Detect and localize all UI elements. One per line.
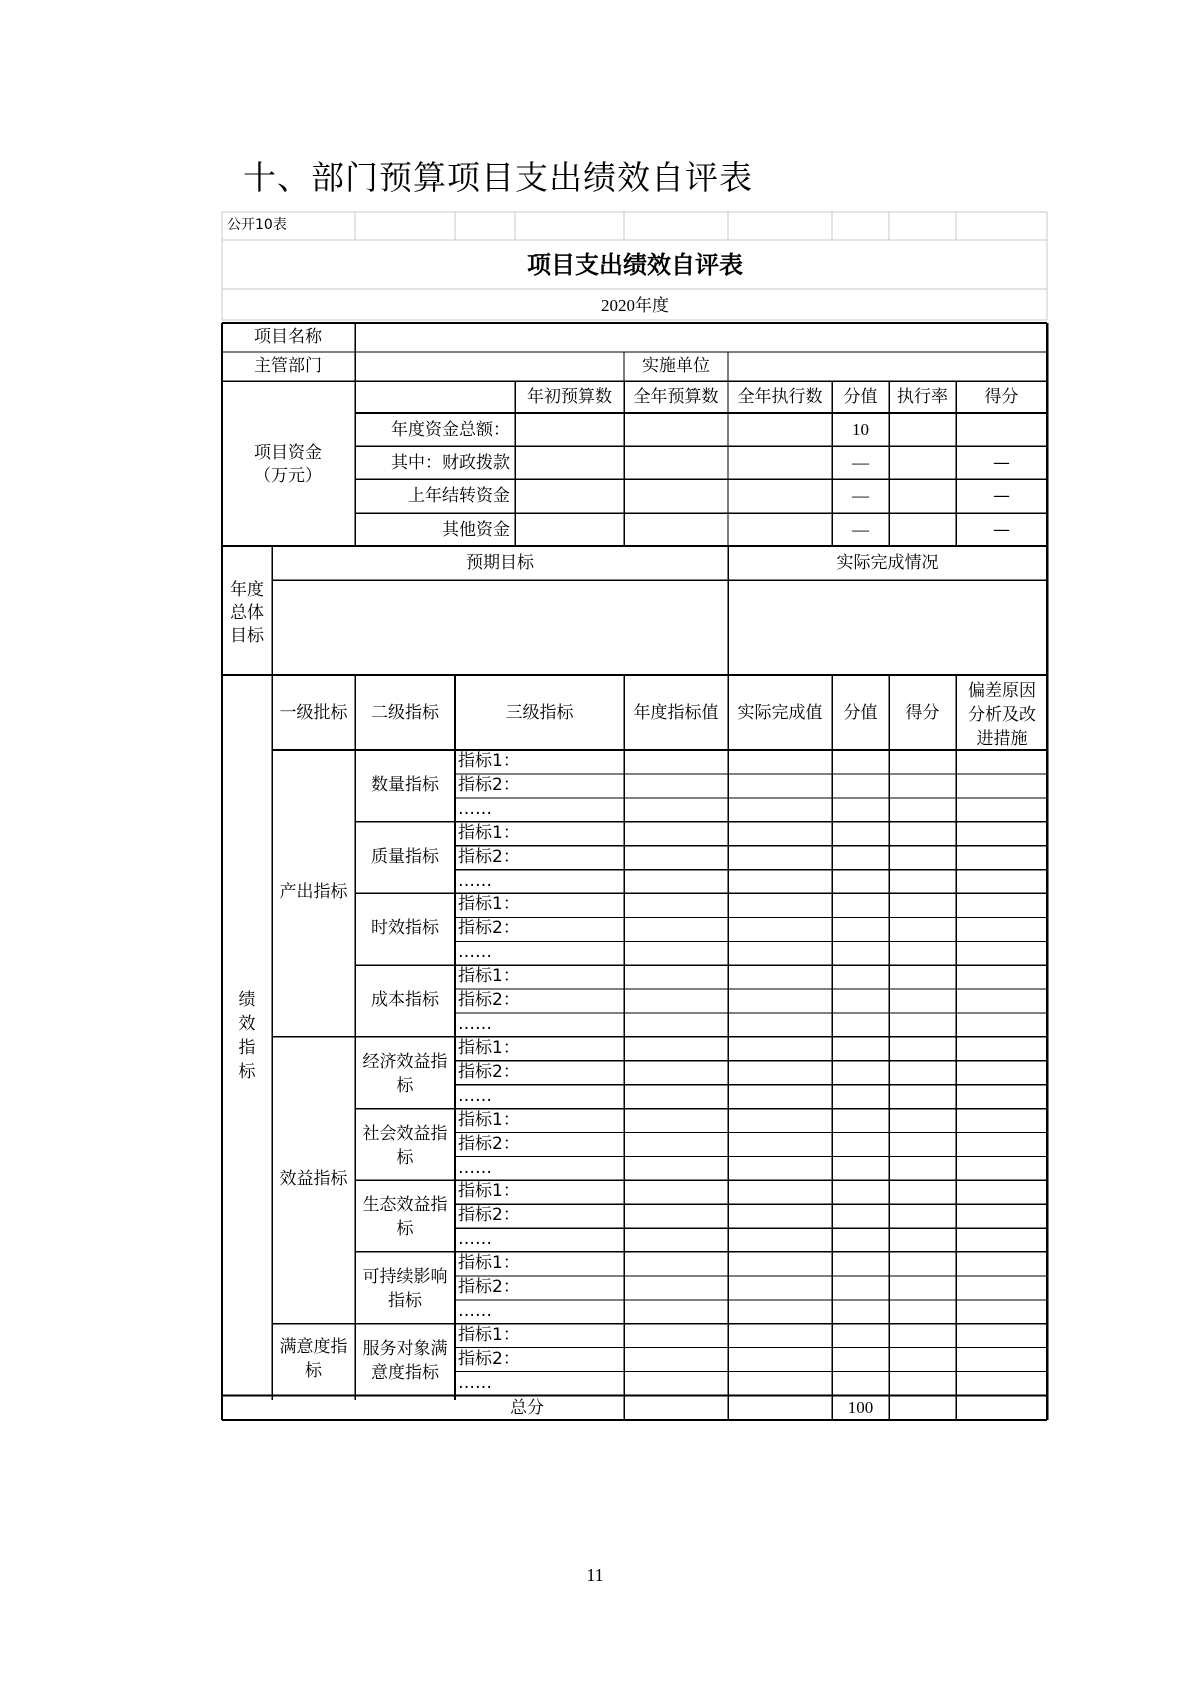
funds-row-label: 其中：财政拨款 [391,453,510,473]
funds-header: 得分 [984,387,1019,407]
funds-header: 分值 [843,387,878,407]
level3-item: 指标2： [458,1061,520,1082]
header-got: 得分 [905,703,940,723]
level3-item: 指标2： [458,1276,520,1297]
funds-row-score: — [852,453,869,472]
label-funds: 项目资金 [254,443,322,463]
level3-item: 指标2： [458,918,520,939]
level2-name: 社会效益指标 [362,1123,448,1168]
level3-item: …… [458,1085,492,1106]
page-number: 11 [586,1565,604,1585]
funds-row-result: — [993,453,1010,473]
level3-item: …… [458,1372,492,1393]
header-level3: 三级指标 [505,703,574,723]
level3-item: 指标1： [458,1109,520,1130]
label-performance: 指 [238,1038,256,1058]
level3-item: 指标1： [458,894,520,915]
level3-item: …… [458,1014,492,1035]
level2-name: 时效指标 [371,918,439,939]
label-impl-unit: 实施单位 [642,356,710,376]
funds-row-result: — [993,486,1010,506]
funds-row-score: — [852,486,869,505]
level3-item: 指标2： [458,990,520,1011]
header-annual: 年度指标值 [633,703,719,723]
label-expected-goal: 预期目标 [466,553,534,573]
level3-item: 指标1： [458,751,520,771]
label-project-name: 项目名称 [254,327,322,347]
level2-name: 数量指标 [371,775,439,795]
level3-item: 指标1： [458,1037,520,1058]
label-annual-goal: 目标 [230,626,264,646]
level1-name: 产出指标 [279,882,348,903]
table-number: 公开10表 [227,217,287,233]
header-deviation: 偏差原因分析及改进措施 [968,681,1036,749]
label-performance: 绩 [238,990,256,1010]
level3-item: 指标2： [458,846,520,867]
funds-header: 年初预算数 [527,387,612,407]
funds-header: 执行率 [897,387,948,407]
level3-item: 指标2： [458,775,520,795]
header-level1: 一级批标 [279,703,348,723]
level2-name: 生态效益指标 [362,1195,448,1240]
level1-name: 满意度指标 [279,1337,348,1382]
level2-name: 服务对象满意度指标 [362,1338,448,1383]
level3-item: 指标2： [458,1348,520,1369]
funds-row-label: 上年结转资金 [408,486,510,506]
label-performance: 标 [238,1062,256,1082]
level3-item: 指标1： [458,966,520,987]
funds-row-result: — [993,520,1010,540]
level3-item: …… [458,942,492,963]
label-total: 总分 [510,1398,544,1418]
level2-name: 可持续影响指标 [362,1266,448,1311]
header-actual: 实际完成值 [737,703,823,723]
level3-item: …… [458,1229,492,1250]
level3-item: …… [458,799,492,819]
level3-item: …… [458,870,492,891]
label-performance: 效 [238,1014,256,1034]
level3-item: …… [458,1300,492,1321]
funds-header: 全年执行数 [737,387,823,407]
level3-item: 指标1： [458,822,520,843]
header-score: 分值 [843,703,878,723]
year-label: 2020年度 [601,296,669,315]
level2-name: 质量指标 [371,846,439,867]
label-actual: 实际完成情况 [836,553,939,573]
label-annual-goal: 总体 [230,603,264,623]
table-title: 项目支出绩效自评表 [527,251,743,279]
level2-name: 成本指标 [371,990,439,1011]
total-score: 100 [847,1398,874,1417]
level3-item: 指标1： [458,1181,520,1202]
level3-item: 指标2： [458,1133,520,1154]
level3-item: 指标2： [458,1205,520,1226]
funds-row-score: 10 [852,420,869,439]
funds-header: 全年预算数 [633,387,719,407]
funds-row-label: 其他资金 [442,520,510,540]
label-dept: 主管部门 [254,356,322,376]
label-funds-unit: （万元） [254,466,322,486]
header-level2: 二级指标 [371,703,439,723]
level2-name: 经济效益指标 [362,1051,448,1096]
page-title: 十、部门预算项目支出绩效自评表 [243,158,753,197]
funds-row-score: — [852,520,869,539]
funds-row-label: 年度资金总额： [391,420,510,440]
label-annual-goal: 年度 [230,580,264,600]
level3-item: 指标1： [458,1324,520,1345]
level3-item: …… [458,1157,492,1178]
level3-item: 指标1： [458,1252,520,1273]
level1-name: 效益指标 [279,1169,348,1190]
